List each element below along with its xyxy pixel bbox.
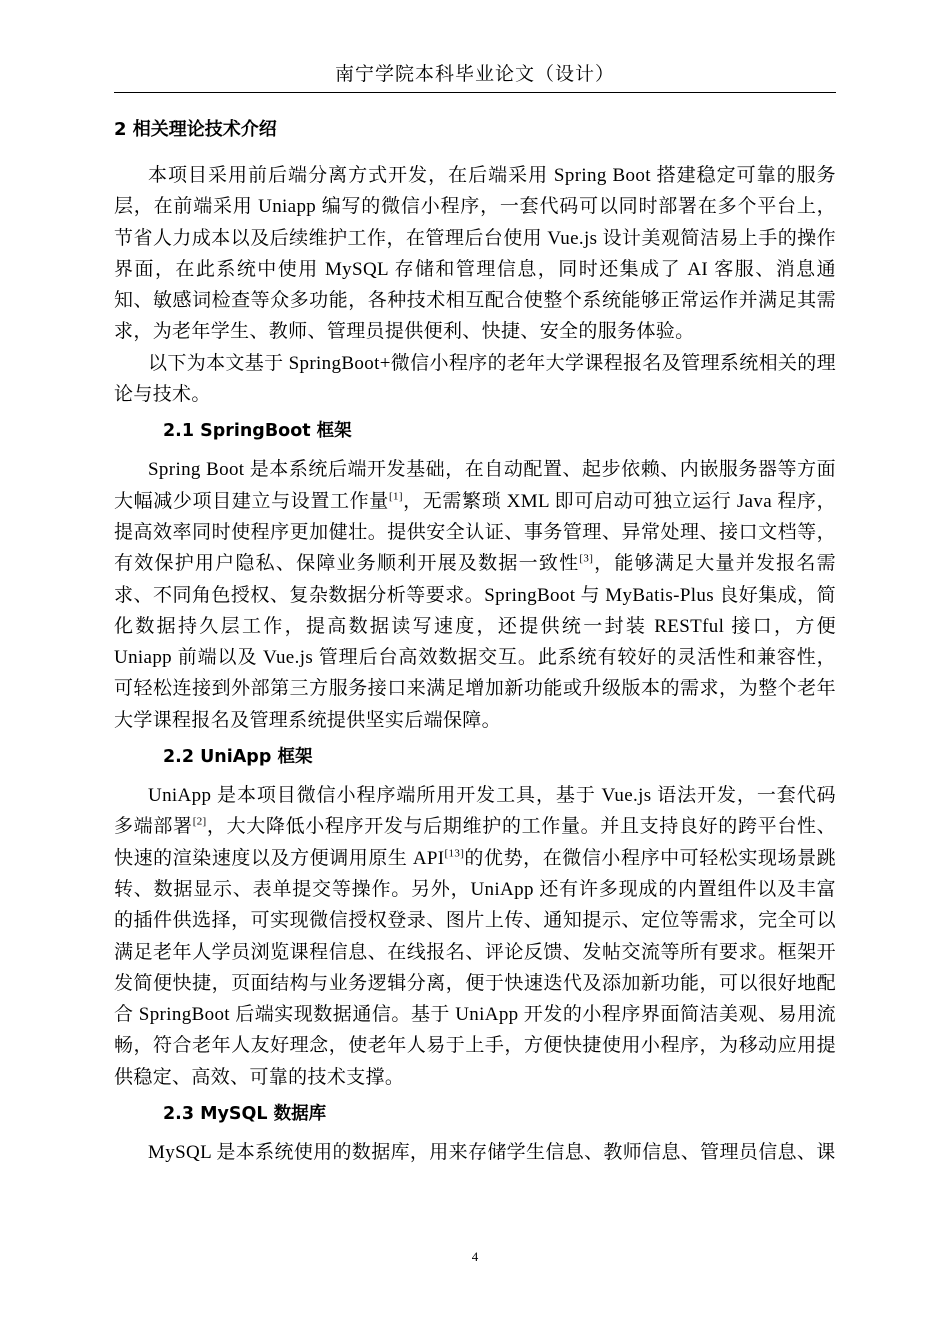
section-title-uniapp: 2.2 UniApp 框架 (163, 747, 313, 768)
citation-ref: [2] (192, 816, 207, 829)
chapter-paragraph-1: 本项目采用前后端分离方式开发，在后端采用 Spring Boot 搭建稳定可靠的服务层，在前端采用 Uniapp 编写的微信小程序，一套代码可以同时部署在多个平台上，节省人力成本以及后续维护工作，在管理后台使用 Vue.js 设计美观简洁易上手的操作界面，在此系统中使用 MySQL 存储和管理信息，同时还集成了 AI 客服、消息通知、敏感词检查等众多功能，各种技术相互配合使整个系统能够正常运作并满足其需求，为老年学生、教师、管理员提供便利、快捷、安全的服务体验。 (114, 165, 836, 343)
citation-ref: [1] (388, 490, 403, 503)
page-content (114, 114, 836, 1168)
text-run: ，能够满足大量并发报名需求、不同角色授权、复杂数据分析等要求。SpringBoot 与 MyBatis-Plus 良好集成，简化数据持久层工作，提高数据读写速度，还提供统一封装 RESTful 接口，方便 Uniapp 前端以及 Vue.js 管理后台高效数据交互。此系统有较好的灵活性和兼容性，可轻松连接到外部第三方服务接口来满足增加新功能或升级版本的需求，为整个老年大学课程报名及管理系统提供坚实后端保障。 (114, 553, 836, 731)
header-rule (114, 92, 836, 93)
citation-ref: [13] (444, 847, 465, 860)
section-title-mysql: 2.3 MySQL 数据库 (163, 1104, 327, 1125)
citation-ref: [3] (579, 552, 594, 565)
text-run: ，无需繁琐 XML 即可启动可独立运行 Java 程序，提高效率同时使程序更加健壮。提供安全认证、事务管理、异常处理、接口文档等，有效保护用户隐私、保障业务顺利开展及数据一致性 (114, 490, 836, 575)
chapter-paragraph-2: 以下为本文基于 SpringBoot+微信小程序的老年大学课程报名及管理系统相关的理论与技术。 (114, 352, 836, 406)
text-run: UniApp 是本项目微信小程序端所用开发工具，基于 Vue.js 语法开发，一套代码多端部署 (114, 785, 836, 838)
text-run: 的优势，在微信小程序中可轻松实现场景跳转、数据显示、表单提交等操作。另外，UniApp 还有许多现成的内置组件以及丰富的插件供选择，可实现微信授权登录、图片上传、通知提示、定位等需求，完全可以满足老年人学员浏览课程信息、在线报名、评论反馈、发帖交流等所有要求。框架开发简便快捷，页面结构与业务逻辑分离，便于快速迭代及添加新功能，可以很好地配合 SpringBoot 后端实现数据通信。基于 UniApp 开发的小程序界面简洁美观、易用流畅，符合老年人友好理念，使老年人易于上手，方便快捷使用小程序，为移动应用提供稳定、高效、可靠的技术支撑。 (114, 847, 836, 1088)
section-paragraph-springboot (114, 454, 836, 736)
text-run: MySQL 是本系统使用的数据库，用来存储学生信息、教师信息、管理员信息、课 (148, 1142, 836, 1164)
section-title-springboot: 2.1 SpringBoot 框架 (163, 421, 352, 442)
section-paragraph-uniapp (114, 780, 836, 1093)
text-run: ，大大降低小程序开发与后期维护的工作量。并且支持良好的跨平台性、快速的渲染速度以及方便调用原生 API (114, 816, 837, 869)
running-header: 南宁学院本科毕业论文（设计） (334, 64, 615, 85)
section-paragraph-mysql (114, 1137, 836, 1168)
text-run: Spring Boot 是本系统后端开发基础，在自动配置、起步依赖、内嵌服务器等方面大幅减少项目建立与设置工作量 (114, 459, 836, 512)
page-number: 4 (471, 1249, 479, 1264)
chapter-title: 2 相关理论技术介绍 (114, 119, 277, 140)
